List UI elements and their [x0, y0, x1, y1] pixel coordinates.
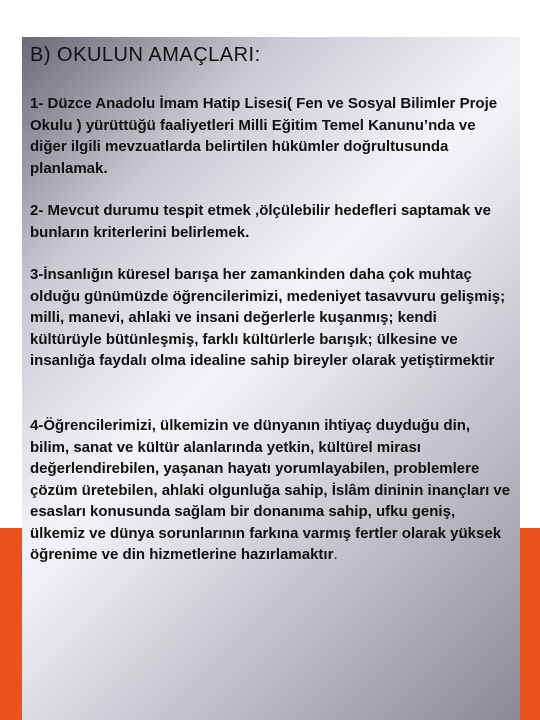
- goal-paragraph-4-text: 4-Öğrencilerimizi, ülkemizin ve dünyanın ihtiyaç duyduğu din, bilim, sanat ve kültür alanlarında yetkin, kültürel mirası değerlendirebilen, yaşanan hayatı yorumlayabilen, problemlere çözüm üretebilen, ahlaki olgunluğa sahip, İslâm dininin inançları ve esasları konusunda sağlam bir donanıma sahip, ufku geniş, ülkemiz ve dünya sorunlarının farkına varmış fertler olarak yüksek öğrenime ve din hizmetlerine hazırlamaktır: [30, 417, 511, 563]
- goal-paragraph-3: 3-İnsanlığın küresel barışa her zamankinden daha çok muhtaç olduğu günümüzde öğrencilerimizi, medeniyet tasavvuru gelişmiş; milli, manevi, ahlaki ve insani değerlerle kuşanmış; kendi kültürüyle bütünleşmiş, farklı kültürlerle barışık; ülkesine ve insanlığa faydalı olma idealine sahip bireyler olarak yetiştirmektir: [30, 266, 506, 369]
- goal-paragraph-1: 1- Düzce Anadolu İmam Hatip Lisesi( Fen ve Sosyal Bilimler Proje Okulu ) yürüttüğü faaliyetleri Milli Eğitim Temel Kanunu’nda ve diğer ilgili mevzuatlarda belirtilen hükümler doğrultusunda planlamak.: [30, 95, 498, 177]
- section-title: B) OKULUN AMAÇLARI:: [30, 44, 261, 66]
- closing-period: .: [333, 546, 338, 563]
- goal-paragraph-2: 2- Mevcut durumu tespit etmek ,ölçülebilir hedefleri saptamak ve bunların kriterlerini belirlemek.: [30, 202, 491, 241]
- goal-paragraph-4: [30, 415, 512, 566]
